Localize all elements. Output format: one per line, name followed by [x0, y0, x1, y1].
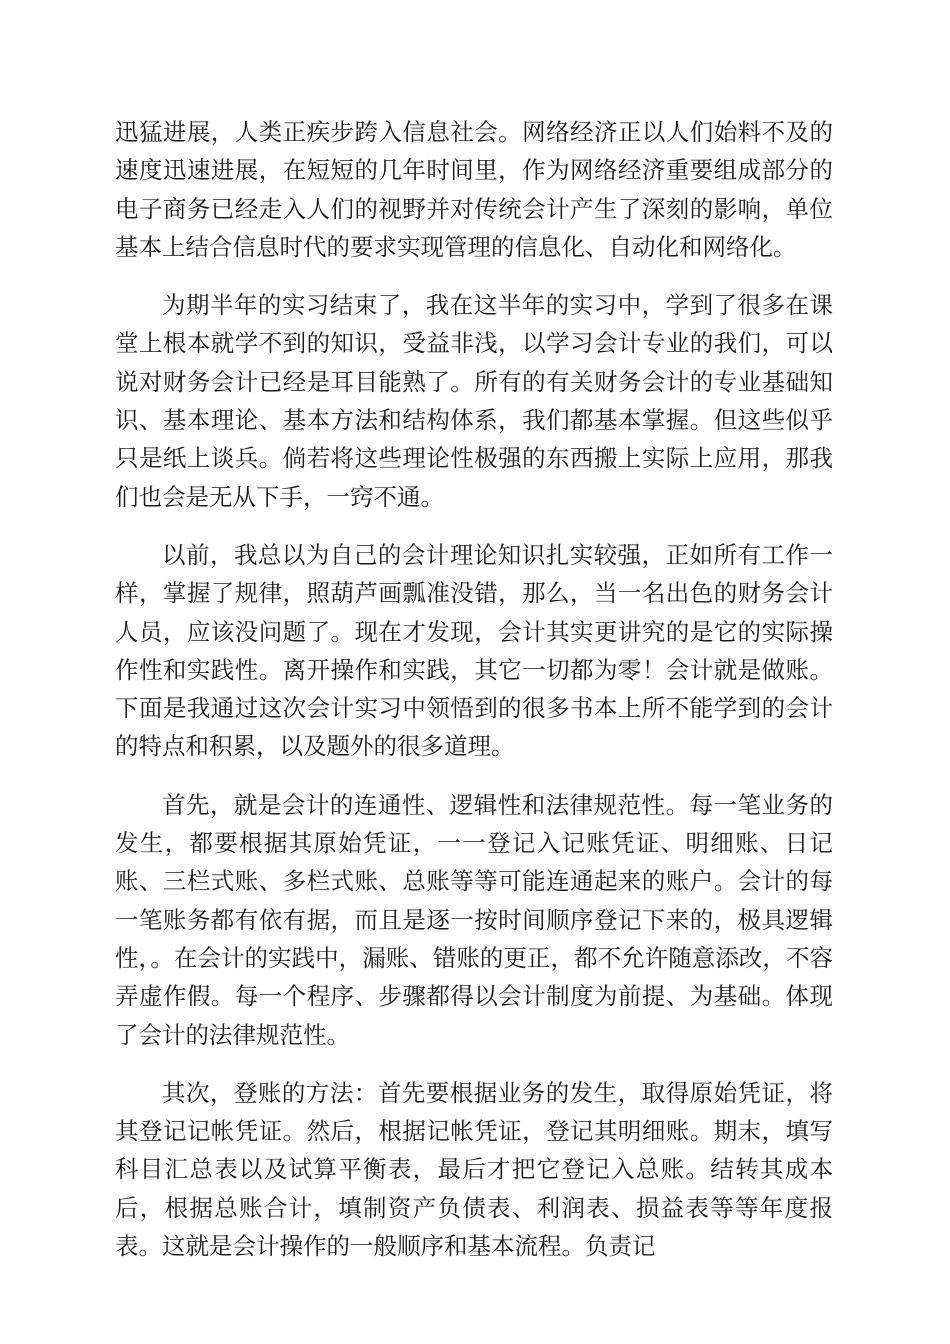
- document-body: [115, 113, 833, 1285]
- paragraph-2: 为期半年的实习结束了，我在这半年的实习中，学到了很多在课堂上根本就学不到的知识，受益非浅，以学习会计专业的我们，可以说对财务会计已经是耳目能熟了。所有的有关财务会计的专业基础知识、基本理论、基本方法和结构体系，我们都基本掌握。但这些似乎只是纸上谈兵。倘若将这些理论性极强的东西搬上实际上应用，那我们也会是无从下手，一窍不通。: [115, 291, 833, 511]
- paragraph-1: 迅猛进展，人类正疾步跨入信息社会。网络经济正以人们始料不及的速度迅速进展，在短短的几年时间里，作为网络经济重要组成部分的电子商务已经走入人们的视野并对传统会计产生了深刻的影响，单位基本上结合信息时代的要求实现管理的信息化、自动化和网络化。: [115, 118, 833, 261]
- paragraph-3: 以前，我总以为自己的会计理论知识扎实较强，正如所有工作一样，掌握了规律，照葫芦画瓢准没错，那么，当一名出色的财务会计人员，应该没问题了。现在才发现，会计其实更讲究的是它的实际操作性和实践性。离开操作和实践，其它一切都为零！会计就是做账。下面是我通过这次会计实习中领悟到的很多书本上所不能学到的会计的特点和积累，以及题外的很多道理。: [115, 540, 833, 761]
- paragraph-5: 其次，登账的方法：首先要根据业务的发生，取得原始凭证，将其登记记帐凭证。然后，根据记帐凭证，登记其明细账。期末，填写科目汇总表以及试算平衡表，最后才把它登记入总账。结转其成本后，根据总账合计，填制资产负债表、利润表、损益表等等年度报表。这就是会计操作的一般顺序和基本流程。负责记: [115, 1078, 833, 1261]
- paragraph-4: 首先，就是会计的连通性、逻辑性和法律规范性。每一笔业务的发生，都要根据其原始凭证，一一登记入记账凭证、明细账、日记账、三栏式账、多栏式账、总账等等可能连通起来的账户。会计的每一笔账务都有依有据，而且是逐一按时间顺序登记下来的，极具逻辑性，。在会计的实践中，漏账、错账的更正，都不允许随意添改，不容弄虚作假。每一个程序、步骤都得以会计制度为前提、为基础。体现了会计的法律规范性。: [115, 790, 833, 1049]
